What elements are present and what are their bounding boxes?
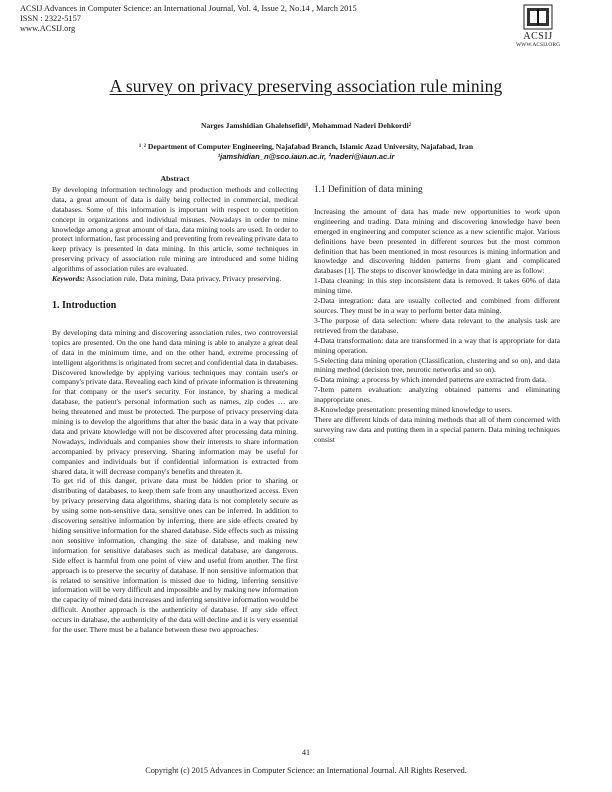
step-item: 2-Data integration: data are usually collected and combined from different sources. They must be in a way to perform better data mining. (314, 296, 560, 315)
paper-affiliation: ¹˒² Department of Computer Engineering, Najafabad Branch, Islamic Azad University, Najafabad, Iran (138, 142, 474, 151)
journal-logo-icon (523, 4, 553, 30)
data-mining-paragraph-1: Increasing the amount of data has made new opportunities to work upon engineering and trading. Data mining and discovering knowledge have been emerged in engineering and computer science as a new scientific major. Various definitions have been presented in different sources but the most common definition that has been mentioned in most resources is mining information and knowledge and discovering hidden patterns from giant and complicated databases [1]. The steps to discover knowledge in data mining are as follow: (314, 206, 560, 276)
copyright-footer: Copyright (c) 2015 Advances in Computer Science: an International Journal. All Rights Reserved. (145, 766, 467, 775)
step-item: 3-The purpose of data selection: where data relevant to the analysis task are retrieved from the database. (314, 315, 560, 335)
section-heading-introduction: 1. Introduction (52, 299, 117, 311)
page-number: 41 (302, 748, 310, 757)
paper-emails: ¹jamshidian_n@sco.iaun.ac.ir, ²naderi@iaun.ac.ir (217, 152, 395, 161)
subsection-heading-data-mining: 1.1 Definition of data mining (314, 185, 423, 195)
journal-logo (508, 4, 568, 48)
step-item: 6-Data mining: a process by which intended patterns are extracted from data. (314, 375, 547, 385)
step-item: 7-Item pattern evaluation: analyzing obtained patterns and eliminating inappropriate ones. (314, 385, 560, 405)
left-column (52, 174, 298, 635)
step-item: 1-Data cleaning: in this step inconsistent data is removed. It takes 60% of data mining time. (314, 276, 560, 296)
journal-line: ACSIJ Advances in Computer Science: an International Journal, Vol. 4, Issue 2, No.14 , March 2015 (20, 4, 357, 13)
intro-paragraph-1: By developing data mining and discovering association rules, two controversial topics are presented. On the one hand data mining is able to analyze a great deal of data in the minimum time, and on the other hand, extreme processing of intelligent algorithms is originated from secret and confidential data in databases. Discovered knowledge by applying various techniques may contain user's or company's private data. Revealing each kind of private information is threatening for that company or the user's security. For instance, by sharing a medical database, the patient's personal information such as names, zip codes … are being threatened and must be protected. The purpose of privacy preserving data mining is to develop the algorithms that alter the basic data in a way that private data and private knowledge will not be discovered after processing data mining. Nowadays, individuals and companies show their interests to share information accompanied by privacy preserving. Sharing information may be useful for companies and individuals but if confidential information is extracted from shared data, it will decrease company's benefits and threaten it. (52, 327, 298, 476)
journal-header (20, 4, 357, 35)
issn: ISSN : 2322-5157 (20, 14, 81, 24)
abstract-text: By developing information technology and production methods and collecting data, a great amount of data is daily being collected in commercial, medical databases. Some of this information is important with respect to competition concept in organizations and individual misuses. Nowadays in order to mine knowledge among a great amount of data, data mining tools are used. In order to protect information, fast processing and preventing from revealing private data to keep privacy is presented in data mining. In this article, some techniques in preserving privacy of association rule mining are introduced and some hiding algorithms of association rules are evaluated. (52, 184, 298, 274)
logo-url: WWW.ACSIJ.ORG (515, 42, 561, 48)
data-mining-paragraph-2: There are different kinds of data mining methods that all of them concerned with surveying raw data and putting them in a special pattern. Data mining techniques consist (314, 414, 560, 444)
keywords (52, 274, 298, 284)
intro-paragraph-2: To get rid of this danger, private data must be hidden prior to sharing or distributing of databases, to keep them safe from any unauthorized access. Even by privacy preserving data algorithms, sharing data is not completely secure as by using some non-sensitive data, sensitive ones can be inferred. In addition to discovering sensitive information by inferring, there are side effects created by hiding sensitive information for the shared database. Side effects such as missing non sensitive information, changing the size of database, and making new information for sensitive databases such as medical database, are dangerous. Side effect is harmful from one point of view and useful from another. The first approach is to preserve the security of database. If non sensitive information that is related to sensitive information is missed due to hiding, inferring sensitive information will be very difficult and impossible and by making new information the capacity of mined data increases and inferring sensitive information would be difficult. Another approach is the authenticity of database. If any side effect occurs in database, the authenticity of the data will decline and it is very essential for the user. There must be a balance between these two approaches. (52, 476, 298, 635)
paper-authors: Narges Jamshidian Ghalehsefidi¹, Mohammad Naderi Dehkordi² (200, 121, 412, 130)
abstract-heading: Abstract (160, 174, 190, 183)
step-item: 4-Data transformation: data are transformed in a way that is appropriate for data mining operation. (314, 335, 560, 355)
step-item: 8-Knowledge presentation: presenting mined knowledge to users. (314, 405, 513, 415)
paper-title: A survey on privacy preserving association rule mining (109, 76, 503, 96)
journal-website: www.ACSIJ.org (20, 24, 76, 34)
step-item: 5-Selecting data mining operation (Classification, clustering and so on), and data mining method (decision tree, neurotic networks and so on). (314, 355, 560, 375)
keywords-label: Keywords: (52, 274, 85, 284)
right-column (314, 174, 560, 445)
keywords-text: Association rule, Data mining, Data privacy, Privacy preserving. (84, 274, 282, 284)
logo-name: ACSIJ (523, 31, 553, 42)
